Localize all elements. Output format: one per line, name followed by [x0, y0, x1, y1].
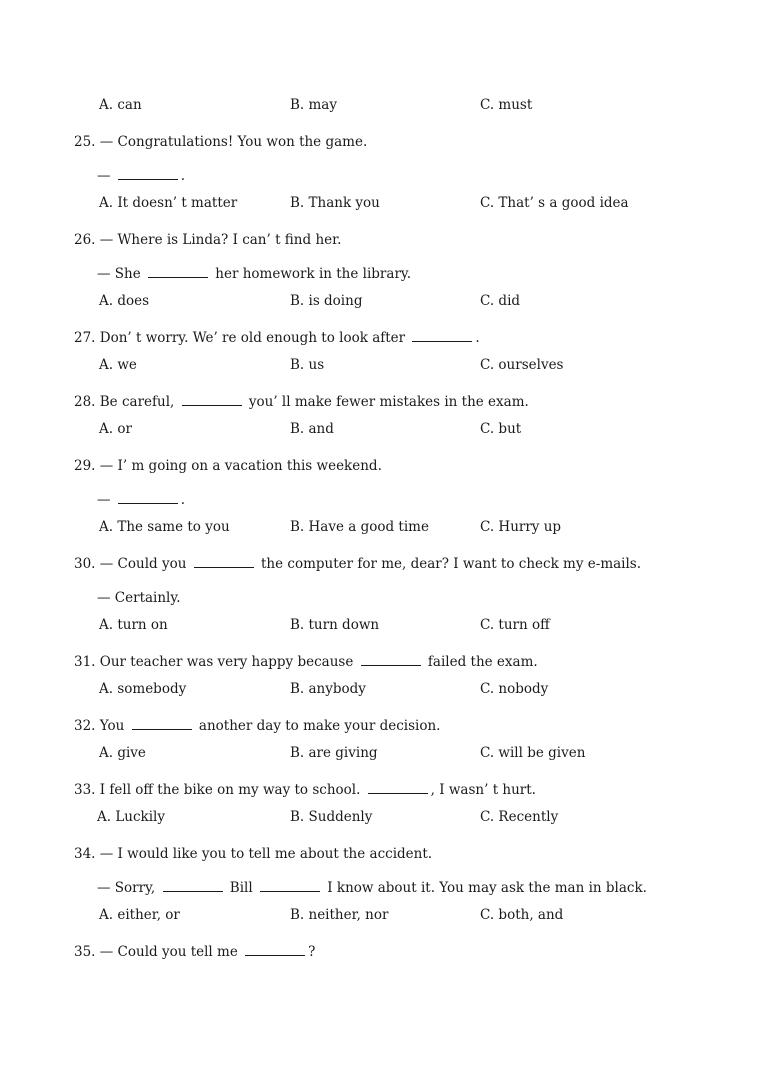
q33-option-b: B. Suddenly [290, 809, 373, 825]
q32-stem [74, 717, 440, 735]
q29-reply-text-2: . [180, 492, 186, 508]
q29-reply [97, 491, 185, 509]
q34-reply [97, 879, 647, 897]
q32-stem-text-1: 32. You [74, 718, 129, 734]
q27-option-a: A. we [99, 357, 137, 373]
q27-option-b: B. us [290, 357, 325, 373]
q26-reply-text-2: her homework in the library. [211, 266, 412, 282]
q35-blank [245, 943, 305, 956]
q28-stem [74, 393, 529, 411]
q28-stem-text-2: you’ ll make fewer mistakes in the exam. [244, 394, 529, 410]
q31-blank [361, 653, 421, 666]
q32-option-a: A. give [99, 745, 146, 761]
q32-option-b: B. are giving [290, 745, 378, 761]
q29-stem [74, 457, 382, 475]
q29-option-b: B. Have a good time [290, 519, 429, 535]
q29-option-c: C. Hurry up [480, 519, 562, 535]
q28-option-b: B. and [290, 421, 334, 437]
q30-stem-text-2: the computer for me, dear? I want to check my e-mails. [256, 556, 642, 572]
q30-option-a: A. turn on [99, 617, 168, 633]
q24-option-c: C. must [480, 97, 533, 113]
q31-stem [74, 653, 538, 671]
q33-option-c: C. Recently [480, 809, 559, 825]
q25-reply-text-2: . [180, 168, 186, 184]
q27-stem [74, 329, 480, 347]
q24-option-a: A. can [99, 97, 142, 113]
q30-option-b: B. turn down [290, 617, 380, 633]
q31-stem-text-2: failed the exam. [423, 654, 538, 670]
q32-stem-text-2: another day to make your decision. [194, 718, 441, 734]
q28-option-c: C. but [480, 421, 522, 437]
q29-reply-text-1: — [97, 492, 115, 508]
q30-option-c: C. turn off [480, 617, 550, 633]
q26-reply [97, 265, 411, 283]
q30-reply [97, 589, 181, 607]
q26-reply-text-1: — She [97, 266, 146, 282]
q33-option-a: A. Luckily [97, 809, 165, 825]
q34-reply-text-3: I know about it. You may ask the man in black. [322, 880, 647, 896]
q25-stem-text: 25. — Congratulations! You won the game. [74, 134, 368, 150]
q31-option-a: A. somebody [99, 681, 187, 697]
q24-option-b: B. may [290, 97, 337, 113]
q27-option-c: C. ourselves [480, 357, 564, 373]
q25-blank [118, 167, 178, 180]
q34-option-a: A. either, or [99, 907, 180, 923]
q34-option-c: C. both, and [480, 907, 564, 923]
q26-option-b: B. is doing [290, 293, 363, 309]
q29-stem-text: 29. — I’ m going on a vacation this weekend. [74, 458, 382, 474]
q25-stem [74, 133, 367, 151]
q35-stem [74, 943, 315, 961]
q30-stem [74, 555, 641, 573]
q33-blank [368, 781, 428, 794]
q32-option-c: C. will be given [480, 745, 586, 761]
q33-stem-text-2: , I wasn’ t hurt. [430, 782, 536, 798]
q34-stem-text: 34. — I would like you to tell me about the accident. [74, 846, 433, 862]
q26-stem [74, 231, 341, 249]
q28-option-a: A. or [99, 421, 132, 437]
q29-option-a: A. The same to you [99, 519, 230, 535]
q30-reply-text: — Certainly. [97, 590, 181, 606]
q33-stem-text-1: 33. I fell off the bike on my way to school. [74, 782, 365, 798]
q34-reply-text-1: — Sorry, [97, 880, 160, 896]
q33-stem [74, 781, 536, 799]
q31-stem-text-1: 31. Our teacher was very happy because [74, 654, 358, 670]
q27-blank [412, 329, 472, 342]
q26-blank [148, 265, 208, 278]
q32-blank [132, 717, 192, 730]
q34-blank-2 [260, 879, 320, 892]
q30-blank [194, 555, 254, 568]
q34-option-b: B. neither, nor [290, 907, 389, 923]
q34-reply-text-2: Bill [225, 880, 257, 896]
q27-stem-text-2: . [475, 330, 480, 346]
q26-option-a: A. does [99, 293, 150, 309]
q29-blank [118, 491, 178, 504]
q30-stem-text-1: 30. — Could you [74, 556, 191, 572]
q28-blank [182, 393, 242, 406]
q26-option-c: C. did [480, 293, 521, 309]
q31-option-c: C. nobody [480, 681, 549, 697]
q28-stem-text-1: 28. Be careful, [74, 394, 179, 410]
q27-stem-text-1: 27. Don’ t worry. We’ re old enough to look after [74, 330, 410, 346]
q26-stem-text: 26. — Where is Linda? I can’ t find her. [74, 232, 342, 248]
q25-reply [97, 167, 185, 185]
q35-stem-text-2: ? [308, 944, 316, 960]
q25-option-a: A. It doesn’ t matter [99, 195, 238, 211]
q34-blank-1 [163, 879, 223, 892]
q31-option-b: B. anybody [290, 681, 366, 697]
q35-stem-text-1: 35. — Could you tell me [74, 944, 243, 960]
q34-stem [74, 845, 432, 863]
q25-option-b: B. Thank you [290, 195, 380, 211]
q25-option-c: C. That’ s a good idea [480, 195, 629, 211]
q25-reply-text-1: — [97, 168, 115, 184]
